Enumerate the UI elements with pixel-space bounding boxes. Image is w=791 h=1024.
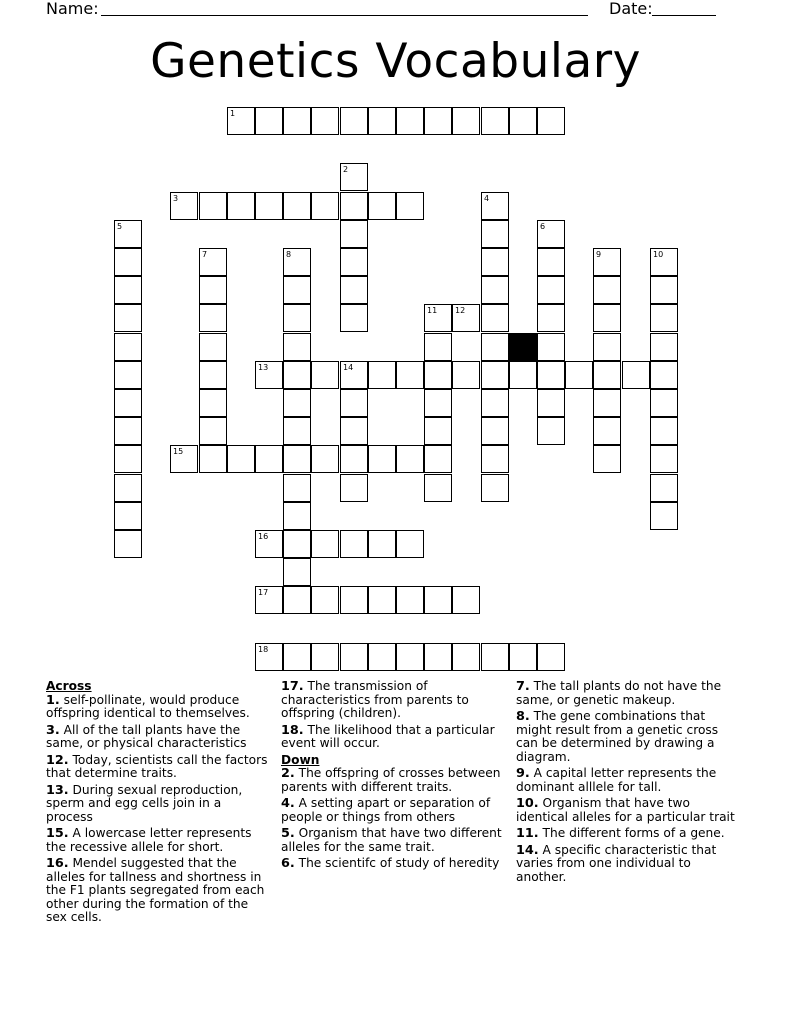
grid-cell[interactable] <box>340 107 368 135</box>
grid-cell[interactable] <box>227 192 255 220</box>
grid-cell[interactable] <box>537 361 565 389</box>
grid-cell[interactable] <box>452 643 480 671</box>
page-title: Genetics Vocabulary <box>150 34 641 89</box>
grid-cell[interactable] <box>283 304 311 332</box>
grid-cell[interactable] <box>340 192 368 220</box>
grid-cell[interactable] <box>199 361 227 389</box>
grid-cell[interactable] <box>650 361 678 389</box>
clue-item <box>46 857 271 925</box>
grid-cell[interactable] <box>593 445 621 473</box>
grid-cell[interactable] <box>114 333 142 361</box>
clue-item-text: The offspring of crosses between parents with different traits. <box>281 766 501 794</box>
grid-cell[interactable] <box>452 304 480 332</box>
grid-cell[interactable] <box>593 276 621 304</box>
grid-cell[interactable] <box>114 417 142 445</box>
grid-cell[interactable] <box>255 192 283 220</box>
grid-cell[interactable] <box>593 361 621 389</box>
clues-column-1 <box>46 680 271 928</box>
grid-cell[interactable] <box>340 389 368 417</box>
grid-cell[interactable] <box>199 417 227 445</box>
grid-cell[interactable] <box>424 445 452 473</box>
clue-item-text: All of the tall plants have the same, or physical characteristics <box>46 722 247 750</box>
grid-cell[interactable] <box>396 530 424 558</box>
grid-cell[interactable] <box>283 558 311 586</box>
grid-cell[interactable] <box>255 530 283 558</box>
grid-cell[interactable] <box>283 502 311 530</box>
clue-number: 16 <box>258 532 269 541</box>
grid-cell[interactable] <box>199 192 227 220</box>
clue-number: 12 <box>455 306 466 315</box>
clue-number: 2 <box>343 165 349 174</box>
grid-cell[interactable] <box>481 276 509 304</box>
grid-cell[interactable] <box>199 445 227 473</box>
grid-cell[interactable] <box>311 643 339 671</box>
grid-cell[interactable] <box>622 361 650 389</box>
clue-item-number: 17. <box>281 679 304 694</box>
grid-cell[interactable] <box>593 333 621 361</box>
grid-cell[interactable] <box>452 586 480 614</box>
clue-number: 15 <box>173 447 184 456</box>
clue-item-text: Organism that have two identical alleles for a particular trait <box>516 796 735 824</box>
clue-number: 14 <box>343 363 354 372</box>
grid-cell[interactable] <box>481 192 509 220</box>
clue-item <box>281 827 506 854</box>
grid-cell[interactable] <box>340 304 368 332</box>
grid-cell[interactable] <box>311 530 339 558</box>
grid-cell[interactable] <box>283 276 311 304</box>
grid-cell[interactable] <box>340 248 368 276</box>
across-heading: Across <box>46 679 92 693</box>
grid-cell[interactable] <box>114 248 142 276</box>
grid-cell[interactable] <box>340 474 368 502</box>
grid-cell[interactable] <box>396 643 424 671</box>
grid-cell[interactable] <box>283 361 311 389</box>
clue-item <box>281 857 506 871</box>
clue-item-text: The likelihood that a particular event will occur. <box>281 722 495 750</box>
clue-item <box>46 754 271 781</box>
grid-cell[interactable] <box>424 417 452 445</box>
clue-item-text: The gene combinations that might result from a genetic cross can be determined by drawing a diagram. <box>516 709 719 764</box>
clue-item-number: 15. <box>46 826 69 841</box>
clue-item-number: 4. <box>281 796 295 811</box>
clue-item-text: The transmission of characteristics from parents to offspring (children). <box>281 679 469 720</box>
clue-item-text: Mendel suggested that the alleles for tallness and shortness in the F1 plants segregated from each other during the formation of the sex cells. <box>46 856 265 924</box>
grid-cell[interactable] <box>283 445 311 473</box>
grid-cell[interactable] <box>283 474 311 502</box>
grid-cell[interactable] <box>650 304 678 332</box>
clue-number: 18 <box>258 645 269 654</box>
grid-cell[interactable] <box>368 361 396 389</box>
grid-cell[interactable] <box>368 192 396 220</box>
clue-item <box>46 784 271 825</box>
clue-item <box>46 827 271 854</box>
clue-item-number: 14. <box>516 842 539 858</box>
name-label: Name: <box>46 0 99 18</box>
grid-cell[interactable] <box>424 474 452 502</box>
black-cell <box>509 333 537 361</box>
grid-cell[interactable] <box>452 361 480 389</box>
grid-cell[interactable] <box>481 417 509 445</box>
grid-cell[interactable] <box>537 248 565 276</box>
clue-item-number: 7. <box>516 679 530 694</box>
grid-cell[interactable] <box>509 643 537 671</box>
grid-cell[interactable] <box>283 586 311 614</box>
clue-number: 5 <box>117 222 123 231</box>
grid-cell[interactable] <box>593 389 621 417</box>
grid-cell[interactable] <box>311 445 339 473</box>
grid-cell[interactable] <box>481 445 509 473</box>
grid-cell[interactable] <box>114 276 142 304</box>
grid-cell[interactable] <box>170 192 198 220</box>
clue-number: 9 <box>596 250 602 259</box>
grid-cell[interactable] <box>481 474 509 502</box>
grid-cell[interactable] <box>114 361 142 389</box>
down-heading: Down <box>281 752 320 767</box>
grid-cell[interactable] <box>283 333 311 361</box>
clue-number: 8 <box>286 250 292 259</box>
grid-cell[interactable] <box>593 248 621 276</box>
grid-cell[interactable] <box>481 643 509 671</box>
grid-cell[interactable] <box>396 107 424 135</box>
grid-cell[interactable] <box>424 361 452 389</box>
grid-cell[interactable] <box>368 586 396 614</box>
grid-cell[interactable] <box>650 502 678 530</box>
grid-cell[interactable] <box>650 474 678 502</box>
clue-item-number: 16. <box>46 856 69 871</box>
grid-cell[interactable] <box>255 445 283 473</box>
grid-cell[interactable] <box>227 107 255 135</box>
grid-cell[interactable] <box>593 417 621 445</box>
clues-column-3 <box>516 680 741 887</box>
grid-cell[interactable] <box>340 276 368 304</box>
grid-cell[interactable] <box>311 107 339 135</box>
grid-cell[interactable] <box>537 304 565 332</box>
grid-cell[interactable] <box>509 361 537 389</box>
grid-cell[interactable] <box>340 361 368 389</box>
grid-cell[interactable] <box>114 530 142 558</box>
clue-item-number: 10. <box>516 796 539 811</box>
grid-cell[interactable] <box>537 333 565 361</box>
clue-item-text: The tall plants do not have the same, or genetic makeup. <box>516 679 722 707</box>
grid-cell[interactable] <box>424 333 452 361</box>
grid-cell[interactable] <box>340 530 368 558</box>
grid-cell[interactable] <box>481 107 509 135</box>
clue-item <box>516 827 741 841</box>
clue-item <box>516 797 741 824</box>
grid-cell[interactable] <box>481 361 509 389</box>
grid-cell[interactable] <box>650 333 678 361</box>
grid-cell[interactable] <box>452 107 480 135</box>
grid-cell[interactable] <box>481 304 509 332</box>
grid-cell[interactable] <box>650 417 678 445</box>
grid-cell[interactable] <box>199 333 227 361</box>
grid-cell[interactable] <box>650 248 678 276</box>
grid-cell[interactable] <box>199 304 227 332</box>
grid-cell[interactable] <box>340 417 368 445</box>
grid-cell[interactable] <box>537 389 565 417</box>
grid-cell[interactable] <box>227 445 255 473</box>
grid-cell[interactable] <box>368 643 396 671</box>
grid-cell[interactable] <box>537 107 565 135</box>
grid-cell[interactable] <box>424 107 452 135</box>
grid-cell[interactable] <box>396 586 424 614</box>
grid-cell[interactable] <box>114 474 142 502</box>
clue-item-number: 11. <box>516 826 539 841</box>
clue-item-number: 1. <box>46 692 60 708</box>
date-label: Date: <box>609 0 653 18</box>
clue-item <box>281 797 506 824</box>
grid-cell[interactable] <box>424 643 452 671</box>
clue-item-number: 13. <box>46 782 69 798</box>
clue-number: 17 <box>258 588 269 597</box>
grid-cell[interactable] <box>114 445 142 473</box>
grid-cell[interactable] <box>199 248 227 276</box>
grid-cell[interactable] <box>114 502 142 530</box>
grid-cell[interactable] <box>424 389 452 417</box>
grid-cell[interactable] <box>283 643 311 671</box>
grid-cell[interactable] <box>396 192 424 220</box>
clue-item-text: A capital letter represents the dominant alllele for tall. <box>516 766 717 794</box>
grid-cell[interactable] <box>114 389 142 417</box>
grid-cell[interactable] <box>340 643 368 671</box>
grid-cell[interactable] <box>255 107 283 135</box>
clue-item-text: Organism that have two different alleles for the same trait. <box>281 826 502 854</box>
clue-item-text: Today, scientists call the factors that determine traits. <box>46 752 268 780</box>
clue-item-text: During sexual reproduction, sperm and egg cells join in a process <box>46 782 243 824</box>
grid-cell[interactable] <box>481 220 509 248</box>
grid-cell[interactable] <box>340 220 368 248</box>
grid-cell[interactable] <box>311 192 339 220</box>
grid-cell[interactable] <box>481 333 509 361</box>
grid-cell[interactable] <box>537 417 565 445</box>
grid-cell[interactable] <box>424 586 452 614</box>
clue-item <box>46 724 271 751</box>
clue-number: 6 <box>540 222 546 231</box>
grid-cell[interactable] <box>283 192 311 220</box>
clue-item-number: 3. <box>46 722 60 738</box>
clue-item-number: 6. <box>281 856 295 871</box>
clue-item-number: 5. <box>281 826 295 841</box>
clue-number: 10 <box>653 250 664 259</box>
clue-item <box>516 844 741 885</box>
grid-cell[interactable] <box>255 361 283 389</box>
grid-cell[interactable] <box>114 220 142 248</box>
clue-item <box>281 767 506 794</box>
clue-item-text: The different forms of a gene. <box>542 826 725 840</box>
grid-cell[interactable] <box>368 530 396 558</box>
clue-item-number: 9. <box>516 766 530 781</box>
clue-item <box>281 724 506 751</box>
grid-cell[interactable] <box>283 389 311 417</box>
clue-item <box>516 710 741 764</box>
grid-cell[interactable] <box>311 361 339 389</box>
grid-cell[interactable] <box>650 276 678 304</box>
clue-item-text: A lowercase letter represents the recessive allele for short. <box>46 826 252 854</box>
grid-cell[interactable] <box>537 276 565 304</box>
clue-item <box>516 680 741 707</box>
grid-cell[interactable] <box>283 530 311 558</box>
grid-cell[interactable] <box>311 586 339 614</box>
grid-cell[interactable] <box>650 445 678 473</box>
grid-cell[interactable] <box>509 107 537 135</box>
grid-cell[interactable] <box>368 445 396 473</box>
grid-cell[interactable] <box>650 389 678 417</box>
grid-cell[interactable] <box>481 248 509 276</box>
clue-number: 3 <box>173 194 179 203</box>
grid-cell[interactable] <box>283 248 311 276</box>
clue-item-number: 2. <box>281 766 295 781</box>
grid-cell[interactable] <box>255 586 283 614</box>
clue-number: 7 <box>202 250 208 259</box>
grid-cell[interactable] <box>283 417 311 445</box>
clue-item-number: 12. <box>46 752 69 768</box>
grid-cell[interactable] <box>368 107 396 135</box>
clue-item-text: self-pollinate, would produce offspring identical to themselves. <box>46 692 250 720</box>
grid-cell[interactable] <box>396 445 424 473</box>
grid-cell[interactable] <box>114 304 142 332</box>
clue-number: 13 <box>258 363 269 372</box>
grid-cell[interactable] <box>255 643 283 671</box>
clue-number: 1 <box>230 109 236 118</box>
clues-column-2 <box>281 680 506 874</box>
clue-number: 4 <box>484 194 490 203</box>
grid-cell[interactable] <box>199 389 227 417</box>
grid-cell[interactable] <box>565 361 593 389</box>
grid-cell[interactable] <box>481 389 509 417</box>
grid-cell[interactable] <box>283 107 311 135</box>
grid-cell[interactable] <box>340 163 368 191</box>
clue-item <box>46 694 271 721</box>
clue-number: 11 <box>427 306 438 315</box>
clue-item-text: A setting apart or separation of people or things from others <box>281 796 491 824</box>
grid-cell[interactable] <box>170 445 198 473</box>
clue-item-number: 8. <box>516 709 530 724</box>
grid-cell[interactable] <box>340 445 368 473</box>
grid-cell[interactable] <box>396 361 424 389</box>
clue-item-number: 18. <box>281 722 304 738</box>
clue-item <box>281 680 506 721</box>
grid-cell[interactable] <box>537 220 565 248</box>
grid-cell[interactable] <box>199 276 227 304</box>
grid-cell[interactable] <box>537 643 565 671</box>
grid-cell[interactable] <box>340 586 368 614</box>
grid-cell[interactable] <box>593 304 621 332</box>
grid-cell[interactable] <box>424 304 452 332</box>
clue-item-text: A specific characteristic that varies from one individual to another. <box>516 842 717 884</box>
clue-item <box>516 767 741 794</box>
clue-item-text: The scientifc of study of heredity <box>298 856 500 870</box>
